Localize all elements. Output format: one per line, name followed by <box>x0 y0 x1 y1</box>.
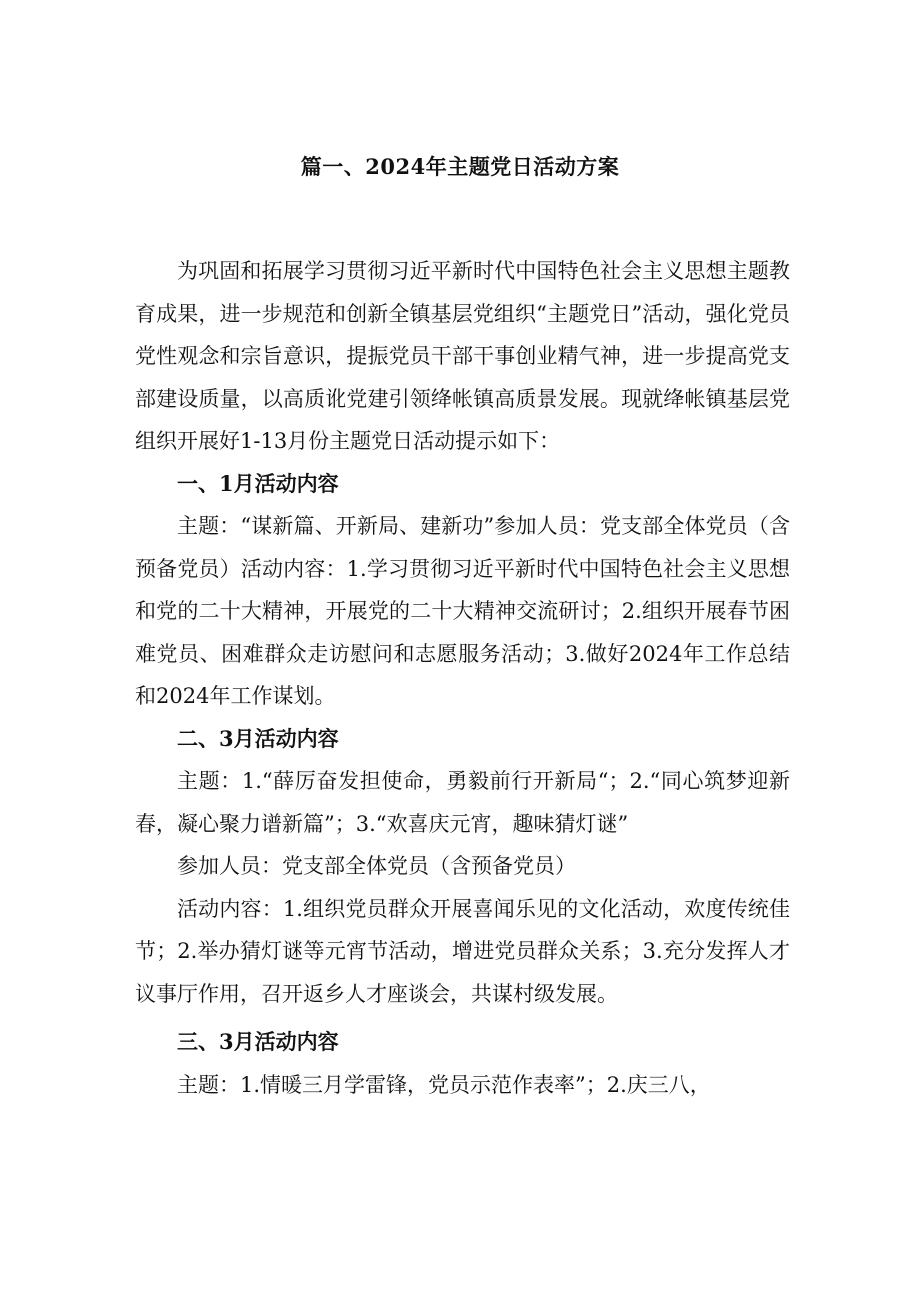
section-heading: 二、3月活动内容 <box>177 725 339 751</box>
intro-paragraph: 为巩固和拓展学习贯彻习近平新时代中国特色社会主义思想主题教育成果，进一步规范和创新全镇基层党组织“主题党日”活动，强化党员党性观念和宗旨意识，提振党员干部干事创业精气神，进一步提高党支部建设质量，以高质讹党建引领绛帐镇高质景发展。现就绛帐镇基层党组织开展好1-13月份主题党日活动提示如下： <box>135 259 790 453</box>
section-heading: 三、3月活动内容 <box>177 1029 339 1054</box>
section-paragraph: 主题：1.情暖三月学雷锋，党员示范作表率”；2.庆三八， <box>177 1072 711 1097</box>
section-paragraph: 参加人员：党支部全体党员（含预备党员） <box>177 854 576 878</box>
section-heading: 一、1月活动内容 <box>177 470 339 496</box>
section-paragraph: 主题：“谋新篇、开新局、建新功”参加人员：党支部全体党员（含预备党员）活动内容：1.学习贯彻习近平新时代中国特色社会主义思想和党的二十大精神，开展党的二十大精神交流研讨；2.组织开展春节困难党员、困难群众走访慰问和志愿服务活动；3.做好2024年工作总结和2024年工作谋划。 <box>135 514 790 708</box>
section-paragraph: 主题：1.“薛厉奋发担使命，勇毅前行开新局“；2.“同心筑梦迎新春，凝心聚力谱新篇”；3.“欢喜庆元宵，趣味猜灯谜” <box>135 769 790 836</box>
document-title: 篇一、2024年主题党日活动方案 <box>300 154 620 179</box>
document-body <box>135 250 790 1106</box>
section-paragraph: 活动内容：1.组织党员群众开展喜闻乐见的文化活动，欢度传统佳节；2.举办猜灯谜等元宵节活动，增进党员群众关系；3.充分发挥人才议事厅作用，召开返乡人才座谈会，共谋村级发展。 <box>135 896 790 1006</box>
